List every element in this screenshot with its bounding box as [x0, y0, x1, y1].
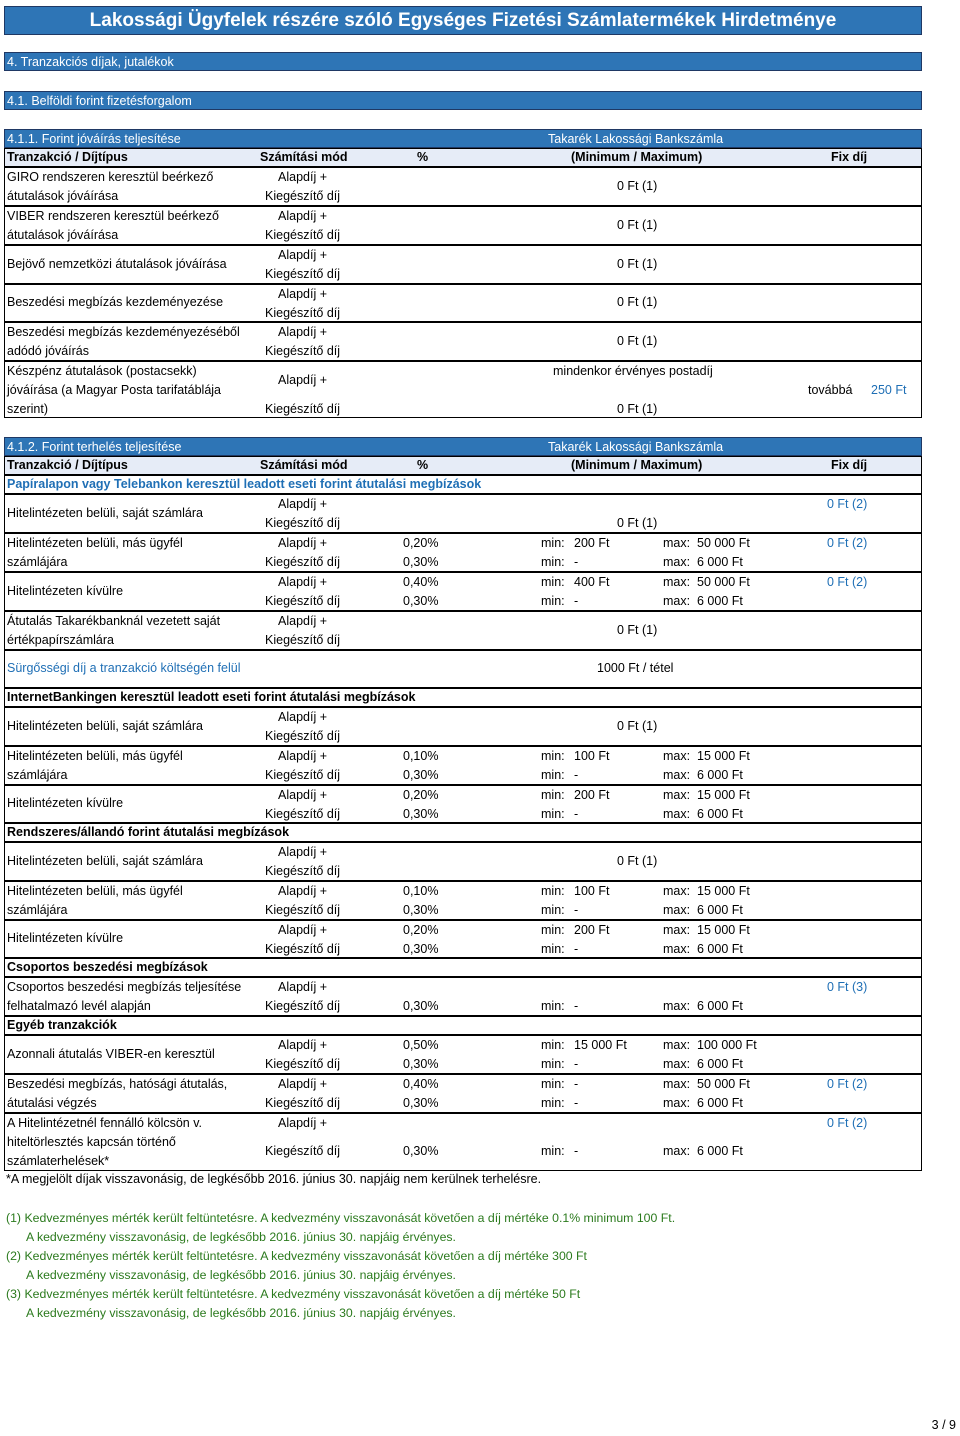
subsection-title: Egyéb tranzakciók [7, 1018, 117, 1032]
row-label: átutalások jóváírása [7, 189, 119, 203]
max-value: 15 000 Ft [697, 884, 750, 898]
extra-fee-label: Kiegészítő díj [265, 864, 341, 878]
percent-value: 0,30% [403, 768, 439, 782]
max-value: 6 000 Ft [697, 999, 743, 1013]
row-label: szerint) [7, 402, 48, 416]
max-label: max: [663, 903, 691, 917]
min-label: min: [541, 555, 565, 569]
row-label: Hitelintézeten belüli, saját számlára [7, 506, 203, 520]
extra-fee-label: Kiegészítő díj [265, 1096, 341, 1110]
table-row [4, 533, 922, 572]
further-label: továbbá [808, 383, 853, 397]
table-row [4, 245, 922, 284]
max-value: 6 000 Ft [697, 1144, 743, 1158]
table-title-bar [4, 129, 922, 148]
section-heading: 4. Tranzakciós díjak, jutalékok [4, 52, 922, 71]
max-label: max: [663, 555, 691, 569]
row-label: számlájára [7, 768, 68, 782]
min-value: - [574, 1096, 579, 1110]
fee-value: 0 Ft (1) [617, 719, 658, 733]
table-row [4, 572, 922, 611]
row-label: Hitelintézeten belüli, saját számlára [7, 719, 203, 733]
row-label: átutalások jóváírása [7, 228, 119, 242]
base-fee-label: Alapdíj + [278, 287, 327, 301]
min-value: - [574, 999, 579, 1013]
min-value: - [574, 903, 579, 917]
max-value: 15 000 Ft [697, 749, 750, 763]
table-row [4, 1035, 922, 1074]
extra-fee-label: Kiegészítő díj [265, 516, 341, 530]
subsection-row [4, 475, 922, 494]
percent-value: 0,50% [403, 1038, 439, 1052]
min-value: 100 Ft [574, 884, 610, 898]
col-percent: % [417, 150, 429, 164]
table-title: 4.1.2. Forint terhelés teljesítése [7, 440, 182, 454]
urgent-fee: 1000 Ft / tétel [597, 661, 674, 675]
percent-value: 0,20% [403, 788, 439, 802]
percent-value: 0,30% [403, 1096, 439, 1110]
base-fee-label: Alapdíj + [278, 845, 327, 859]
max-label: max: [663, 807, 691, 821]
max-value: 50 000 Ft [697, 1077, 750, 1091]
max-label: max: [663, 1096, 691, 1110]
min-label: min: [541, 942, 565, 956]
subsection-title: Csoportos beszedési megbízások [7, 960, 208, 974]
extra-fee-label: Kiegészítő díj [265, 942, 341, 956]
extra-fee-label: Kiegészítő díj [265, 189, 341, 203]
max-value: 6 000 Ft [697, 942, 743, 956]
table-row [4, 611, 922, 650]
base-fee-label: Alapdíj + [278, 788, 327, 802]
table-row [4, 920, 922, 958]
extra-fee-label: Kiegészítő díj [265, 267, 341, 281]
row-label: GIRO rendszeren keresztül beérkező [7, 170, 214, 184]
max-value: 15 000 Ft [697, 923, 750, 937]
min-label: min: [541, 536, 565, 550]
base-fee-label: Alapdíj + [278, 497, 327, 511]
extra-fee-label: Kiegészítő díj [265, 402, 341, 416]
row-label: Beszedési megbízás kezdeményezése [7, 295, 224, 309]
max-value: 100 000 Ft [697, 1038, 757, 1052]
fee-value: 0 Ft (1) [617, 218, 658, 232]
base-fee-label: Alapdíj + [278, 923, 327, 937]
percent-value: 0,30% [403, 594, 439, 608]
min-label: min: [541, 884, 565, 898]
table-row [4, 494, 922, 533]
row-label: számlaterhelések* [7, 1154, 110, 1168]
extra-fee-label: Kiegészítő díj [265, 729, 341, 743]
min-value: - [574, 1077, 579, 1091]
table-row [4, 322, 922, 361]
min-value: 200 Ft [574, 788, 610, 802]
row-label: Hitelintézeten belüli, saját számlára [7, 854, 203, 868]
row-label: Hitelintézeten kívülre [7, 584, 124, 598]
fee-value: 0 Ft (1) [617, 179, 658, 193]
min-value: - [574, 594, 579, 608]
col-calc: Számítási mód [260, 458, 348, 472]
col-percent: % [417, 458, 429, 472]
row-label: Hitelintézeten kívülre [7, 931, 124, 945]
footnote: (2) Kedvezményes mérték került feltüntetésre. A kedvezmény visszavonását követően a díj mértéke 300 Ft [6, 1249, 587, 1263]
footnote: A kedvezmény visszavonásig, de legkésőbb 2016. június 30. napjáig érvényes. [26, 1306, 456, 1320]
product-name: Takarék Lakossági Bankszámla [548, 440, 724, 454]
percent-value: 0,30% [403, 1057, 439, 1071]
row-label: Átutalás Takarékbanknál vezetett saját [7, 614, 221, 628]
base-fee-label: Alapdíj + [278, 170, 327, 184]
min-value: - [574, 768, 579, 782]
max-value: 50 000 Ft [697, 575, 750, 589]
min-label: min: [541, 1144, 565, 1158]
fix-fee-value: 0 Ft (2) [827, 536, 868, 550]
max-label: max: [663, 923, 691, 937]
extra-fee-label: Kiegészítő díj [265, 555, 341, 569]
row-label: Hitelintézeten belüli, más ügyfél [7, 749, 183, 763]
table-row [4, 361, 922, 418]
max-label: max: [663, 788, 691, 802]
base-fee-label: Alapdíj + [278, 325, 327, 339]
col-transaction: Tranzakció / Díjtípus [7, 458, 128, 472]
extra-fee-label: Kiegészítő díj [265, 228, 341, 242]
asterisk-note: *A megjelölt díjak visszavonásig, de legkésőbb 2016. június 30. napjáig nem kerülnek terhelésre. [6, 1172, 542, 1186]
extra-fee-label: Kiegészítő díj [265, 633, 341, 647]
postage-note: mindenkor érvényes postadíj [553, 364, 713, 378]
subsection-row [4, 823, 922, 842]
row-label: A Hitelintézetnél fennálló kölcsön v. [7, 1116, 203, 1130]
extra-fee-label: Kiegészítő díj [265, 594, 341, 608]
base-fee-label: Alapdíj + [278, 536, 327, 550]
col-transaction: Tranzakció / Díjtípus [7, 150, 128, 164]
row-label: számlájára [7, 555, 68, 569]
fee-value: 0 Ft (1) [617, 854, 658, 868]
min-label: min: [541, 1038, 565, 1052]
min-value: - [574, 807, 579, 821]
row-label: felhatalmazó levél alapján [7, 999, 151, 1013]
base-fee-label: Alapdíj + [278, 710, 327, 724]
subsection-title: InternetBankingen keresztül leadott eseti forint átutalási megbízások [7, 690, 416, 704]
base-fee-label: Alapdíj + [278, 749, 327, 763]
row-label: VIBER rendszeren keresztül beérkező [7, 209, 219, 223]
row-label: Azonnali átutalás VIBER-en keresztül [7, 1047, 215, 1061]
base-fee-label: Alapdíj + [278, 614, 327, 628]
max-label: max: [663, 942, 691, 956]
table-row [4, 785, 922, 823]
extra-fee-label: Kiegészítő díj [265, 903, 341, 917]
row-label: hiteltörlesztés kapcsán történő [7, 1135, 176, 1149]
table-row [4, 707, 922, 746]
fee-value: 0 Ft (1) [617, 623, 658, 637]
base-fee-label: Alapdíj + [278, 1077, 327, 1091]
min-value: - [574, 555, 579, 569]
footnote: A kedvezmény visszavonásig, de legkésőbb 2016. június 30. napjáig érvényes. [26, 1230, 456, 1244]
min-label: min: [541, 1096, 565, 1110]
row-label: számlájára [7, 903, 68, 917]
percent-value: 0,30% [403, 1144, 439, 1158]
base-fee-label: Alapdíj + [278, 209, 327, 223]
row-label: Csoportos beszedési megbízás teljesítése [7, 980, 242, 994]
col-minmax: (Minimum / Maximum) [571, 458, 703, 472]
max-label: max: [663, 768, 691, 782]
urgent-label: Sürgősségi díj a tranzakció költségén felül [7, 661, 241, 675]
subsection-heading: 4.1. Belföldi forint fizetésforgalom [4, 91, 922, 110]
min-value: - [574, 942, 579, 956]
subsection-row [4, 688, 922, 707]
max-value: 6 000 Ft [697, 1096, 743, 1110]
min-label: min: [541, 788, 565, 802]
row-label: adódó jóváírás [7, 344, 90, 358]
footnote: (1) Kedvezményes mérték került feltüntetésre. A kedvezmény visszavonását követően a díj mértéke 0.1% minimum 100 Ft. [6, 1211, 676, 1225]
max-label: max: [663, 749, 691, 763]
row-label: Beszedési megbízás, hatósági átutalás, [7, 1077, 228, 1091]
fee-value: 0 Ft (1) [617, 516, 658, 530]
fix-fee-value: 0 Ft (2) [827, 575, 868, 589]
min-label: min: [541, 1057, 565, 1071]
subsection-title: Papíralapon vagy Telebankon keresztül leadott eseti forint átutalási megbízások [7, 477, 482, 491]
page-number: 3 / 9 [931, 1418, 956, 1432]
column-header-row [4, 148, 922, 167]
min-value: 100 Ft [574, 749, 610, 763]
product-name: Takarék Lakossági Bankszámla [548, 132, 724, 146]
subsection-row [4, 1016, 922, 1035]
table-row [4, 206, 922, 245]
percent-value: 0,20% [403, 923, 439, 937]
base-fee-label: Alapdíj + [278, 980, 327, 994]
extra-fee-label: Kiegészítő díj [265, 1057, 341, 1071]
max-label: max: [663, 884, 691, 898]
min-label: min: [541, 575, 565, 589]
table-row [4, 284, 922, 322]
col-calc: Számítási mód [260, 150, 348, 164]
min-label: min: [541, 1077, 565, 1091]
max-value: 6 000 Ft [697, 594, 743, 608]
max-value: 15 000 Ft [697, 788, 750, 802]
row-label: értékpapírszámlára [7, 633, 114, 647]
base-fee-label: Alapdíj + [278, 884, 327, 898]
min-value: 15 000 Ft [574, 1038, 627, 1052]
fix-fee-value: 0 Ft (3) [827, 980, 868, 994]
min-value: 400 Ft [574, 575, 610, 589]
min-label: min: [541, 903, 565, 917]
subsection-row [4, 958, 922, 977]
footnote: A kedvezmény visszavonásig, de legkésőbb 2016. június 30. napjáig érvényes. [26, 1268, 456, 1282]
extra-fee-label: Kiegészítő díj [265, 344, 341, 358]
max-value: 6 000 Ft [697, 555, 743, 569]
percent-value: 0,40% [403, 575, 439, 589]
row-label: Hitelintézeten belüli, más ügyfél [7, 884, 183, 898]
extra-fee-label: Kiegészítő díj [265, 306, 341, 320]
footnote: (3) Kedvezményes mérték került feltüntetésre. A kedvezmény visszavonását követően a díj mértéke 50 Ft [6, 1287, 581, 1301]
base-fee-label: Alapdíj + [278, 1116, 327, 1130]
subsection-title: Rendszeres/állandó forint átutalási megbízások [7, 825, 290, 839]
document-title: Lakossági Ügyfelek részére szóló Egységes Fizetési Számlatermékek Hirdetménye [4, 6, 922, 35]
max-label: max: [663, 1057, 691, 1071]
row-label: Bejövő nemzetközi átutalások jóváírása [7, 257, 227, 271]
row-label: Hitelintézeten kívülre [7, 796, 124, 810]
fix-fee-value: 0 Ft (2) [827, 1077, 868, 1091]
max-value: 6 000 Ft [697, 768, 743, 782]
col-fixfee: Fix díj [831, 458, 868, 472]
fix-fee-value: 0 Ft (2) [827, 497, 868, 511]
percent-value: 0,30% [403, 807, 439, 821]
max-label: max: [663, 575, 691, 589]
table-row [4, 167, 922, 206]
fee-value: 0 Ft (1) [617, 257, 658, 271]
percent-value: 0,10% [403, 749, 439, 763]
max-value: 6 000 Ft [697, 807, 743, 821]
table-row [4, 746, 922, 785]
base-fee-label: Alapdíj + [278, 1038, 327, 1052]
min-label: min: [541, 923, 565, 937]
extra-fee-label: Kiegészítő díj [265, 768, 341, 782]
row-label: Készpénz átutalások (postacsekk) [7, 364, 197, 378]
fix-fee-value: 250 Ft [871, 383, 907, 397]
table-row [4, 1074, 922, 1113]
max-label: max: [663, 1038, 691, 1052]
extra-fee-label: Kiegészítő díj [265, 1144, 341, 1158]
row-label: Beszedési megbízás kezdeményezéséből [7, 325, 240, 339]
row-label: jóváírása (a Magyar Posta tarifatáblája [7, 383, 221, 397]
row-label: Hitelintézeten belüli, más ügyfél [7, 536, 183, 550]
table-row [4, 977, 922, 1016]
max-label: max: [663, 1077, 691, 1091]
table-row [4, 881, 922, 920]
min-label: min: [541, 594, 565, 608]
col-fixfee: Fix díj [831, 150, 868, 164]
row-label: átutalási végzés [7, 1096, 97, 1110]
percent-value: 0,30% [403, 999, 439, 1013]
percent-value: 0,10% [403, 884, 439, 898]
table-title-bar [4, 437, 922, 456]
fix-fee-value: 0 Ft (2) [827, 1116, 868, 1130]
table-title: 4.1.1. Forint jóváírás teljesítése [7, 132, 181, 146]
min-value: 200 Ft [574, 923, 610, 937]
max-value: 6 000 Ft [697, 903, 743, 917]
min-label: min: [541, 999, 565, 1013]
max-label: max: [663, 536, 691, 550]
base-fee-label: Alapdíj + [278, 248, 327, 262]
percent-value: 0,40% [403, 1077, 439, 1091]
min-value: 200 Ft [574, 536, 610, 550]
table-row [4, 1113, 922, 1171]
percent-value: 0,30% [403, 555, 439, 569]
base-fee-label: Alapdíj + [278, 373, 327, 387]
max-label: max: [663, 594, 691, 608]
max-label: max: [663, 999, 691, 1013]
fee-value: 0 Ft (1) [617, 334, 658, 348]
table-row [4, 842, 922, 881]
fee-value: 0 Ft (1) [617, 295, 658, 309]
min-label: min: [541, 768, 565, 782]
column-header-row [4, 456, 922, 475]
extra-fee-label: Kiegészítő díj [265, 999, 341, 1013]
min-label: min: [541, 749, 565, 763]
percent-value: 0,30% [403, 942, 439, 956]
table-row [4, 650, 922, 688]
fee-value: 0 Ft (1) [617, 402, 658, 416]
percent-value: 0,30% [403, 903, 439, 917]
max-label: max: [663, 1144, 691, 1158]
max-value: 6 000 Ft [697, 1057, 743, 1071]
min-value: - [574, 1144, 579, 1158]
extra-fee-label: Kiegészítő díj [265, 807, 341, 821]
min-value: - [574, 1057, 579, 1071]
max-value: 50 000 Ft [697, 536, 750, 550]
base-fee-label: Alapdíj + [278, 575, 327, 589]
col-minmax: (Minimum / Maximum) [571, 150, 703, 164]
percent-value: 0,20% [403, 536, 439, 550]
min-label: min: [541, 807, 565, 821]
